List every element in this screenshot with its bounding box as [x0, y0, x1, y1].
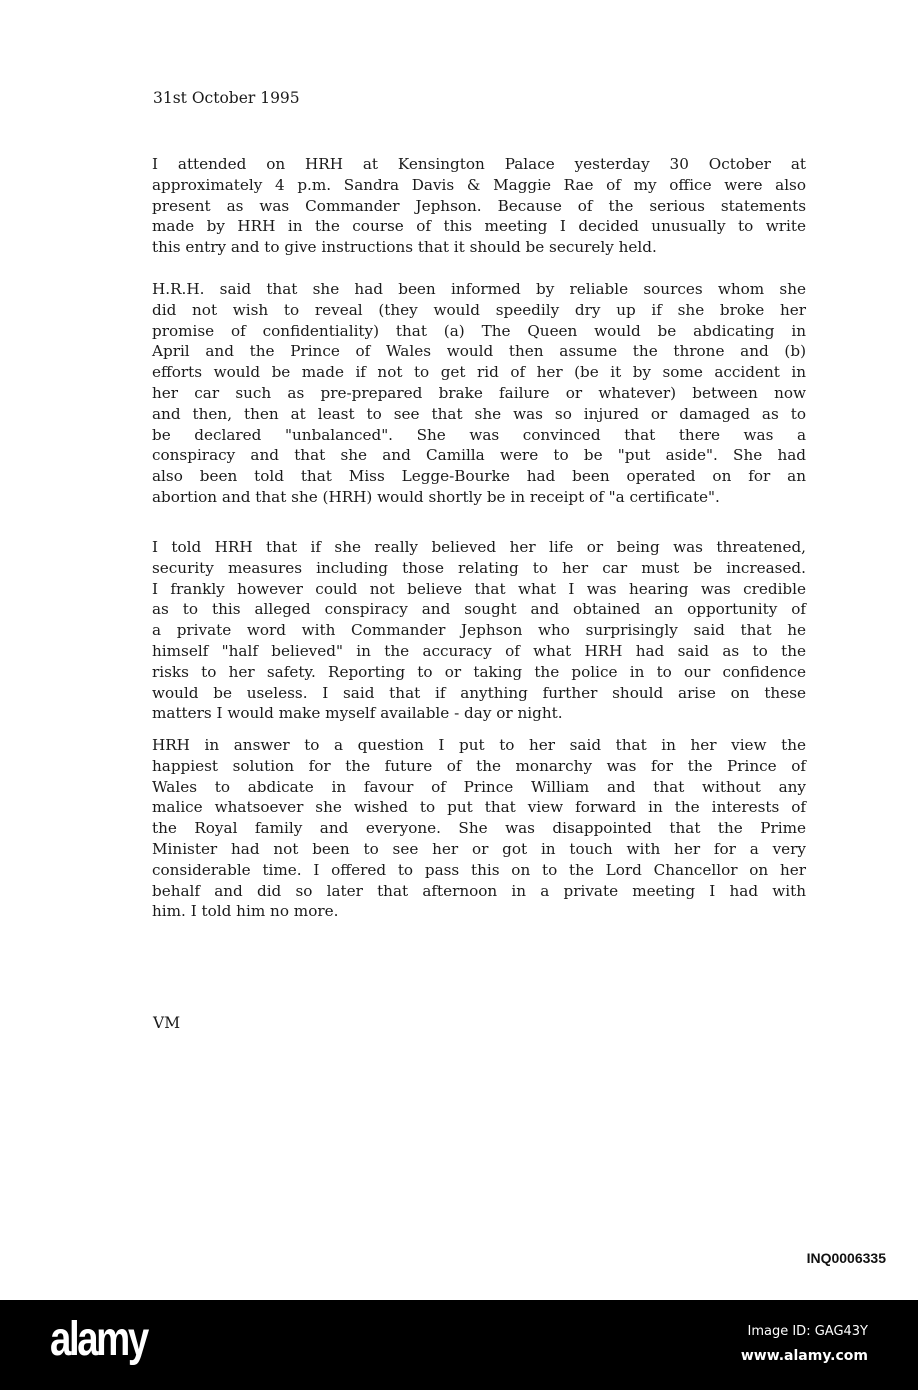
paragraph-3 — [152, 537, 806, 724]
text-line: H.R.H. said that she had been informed by reliable sources whom she — [152, 280, 806, 298]
text-line: Wales to abdicate in favour of Prince William and that without any — [152, 777, 806, 796]
website-link[interactable]: www.alamy.com — [740, 1348, 868, 1364]
text-line: I told HRH that if she really believed her life or being was threatened, — [152, 538, 806, 556]
text-line: himself "half believed" in the accuracy of what HRH had said as to the — [152, 641, 806, 660]
text-line: the Royal family and everyone. She was disappointed that the Prime — [152, 819, 806, 838]
text-line: made by HRH in the course of this meeting I decided unusually to write — [152, 217, 806, 236]
text-line: I frankly however could not believe that what I was hearing was credible — [152, 579, 806, 598]
text-line: risks to her safety. Reporting to or taking the police in to our confidence — [152, 662, 806, 681]
text-line: considerable time. I offered to pass this on to the Lord Chancellor on her — [152, 860, 806, 879]
text-line: also been told that Miss Legge-Bourke had been operated on for an — [152, 467, 806, 486]
text-line: April and the Prince of Wales would then assume the throne and (b) — [152, 342, 806, 361]
text-line: did not wish to reveal (they would speedily dry up if she broke her — [152, 300, 806, 319]
text-line: her car such as pre-prepared brake failure or whatever) between now — [152, 383, 806, 402]
alamy-logo: alamy — [50, 1313, 147, 1366]
text-line: present as was Commander Jephson. Because of the serious statements — [152, 196, 806, 215]
text-line: I attended on HRH at Kensington Palace yesterday 30 October at — [152, 155, 806, 173]
text-line: a private word with Commander Jephson who surprisingly said that he — [152, 621, 806, 640]
paragraph-4 — [152, 735, 806, 922]
signature-initials: VM — [153, 1014, 181, 1032]
text-line: happiest solution for the future of the monarchy was for the Prince of — [152, 756, 806, 775]
text-line: conspiracy and that she and Camilla were to be "put aside". She had — [152, 446, 806, 465]
text-line: him. I told him no more. — [152, 902, 339, 921]
text-line: and then, then at least to see that she was so injured or damaged as to — [152, 404, 806, 423]
text-line: efforts would be made if not to get rid of her (be it by some accident in — [152, 363, 806, 382]
text-line: promise of confidentiality) that (a) The Queen would be abdicating in — [152, 321, 806, 340]
document-date: 31st October 1995 — [153, 89, 300, 107]
text-line: be declared "unbalanced". She was convinced that there was a — [152, 425, 806, 444]
image-id: Image ID: GAG43Y — [747, 1324, 868, 1339]
paragraph-1 — [152, 154, 806, 258]
text-line: would be useless. I said that if anything further should arise on these — [152, 683, 806, 702]
text-line: matters I would make myself available - day or night. — [152, 704, 563, 723]
text-line: Minister had not been to see her or got in touch with her for a very — [152, 839, 806, 858]
text-line: this entry and to give instructions that it should be securely held. — [152, 238, 657, 257]
text-line: approximately 4 p.m. Sandra Davis & Maggie Rae of my office were also — [152, 175, 806, 194]
text-line: abortion and that she (HRH) would shortly be in receipt of "a certificate". — [152, 487, 720, 506]
text-line: behalf and did so later that afternoon in a private meeting I had with — [152, 881, 806, 900]
text-line: as to this alleged conspiracy and sought and obtained an opportunity of — [152, 600, 806, 619]
text-line: malice whatsoever she wished to put that view forward in the interests of — [152, 798, 806, 817]
paragraph-2 — [152, 279, 806, 508]
document-reference-number: INQ0006335 — [806, 1250, 886, 1266]
watermark-bar — [0, 1300, 918, 1390]
text-line: HRH in answer to a question I put to her said that in her view the — [152, 736, 806, 754]
text-line: security measures including those relating to her car must be increased. — [152, 558, 806, 577]
